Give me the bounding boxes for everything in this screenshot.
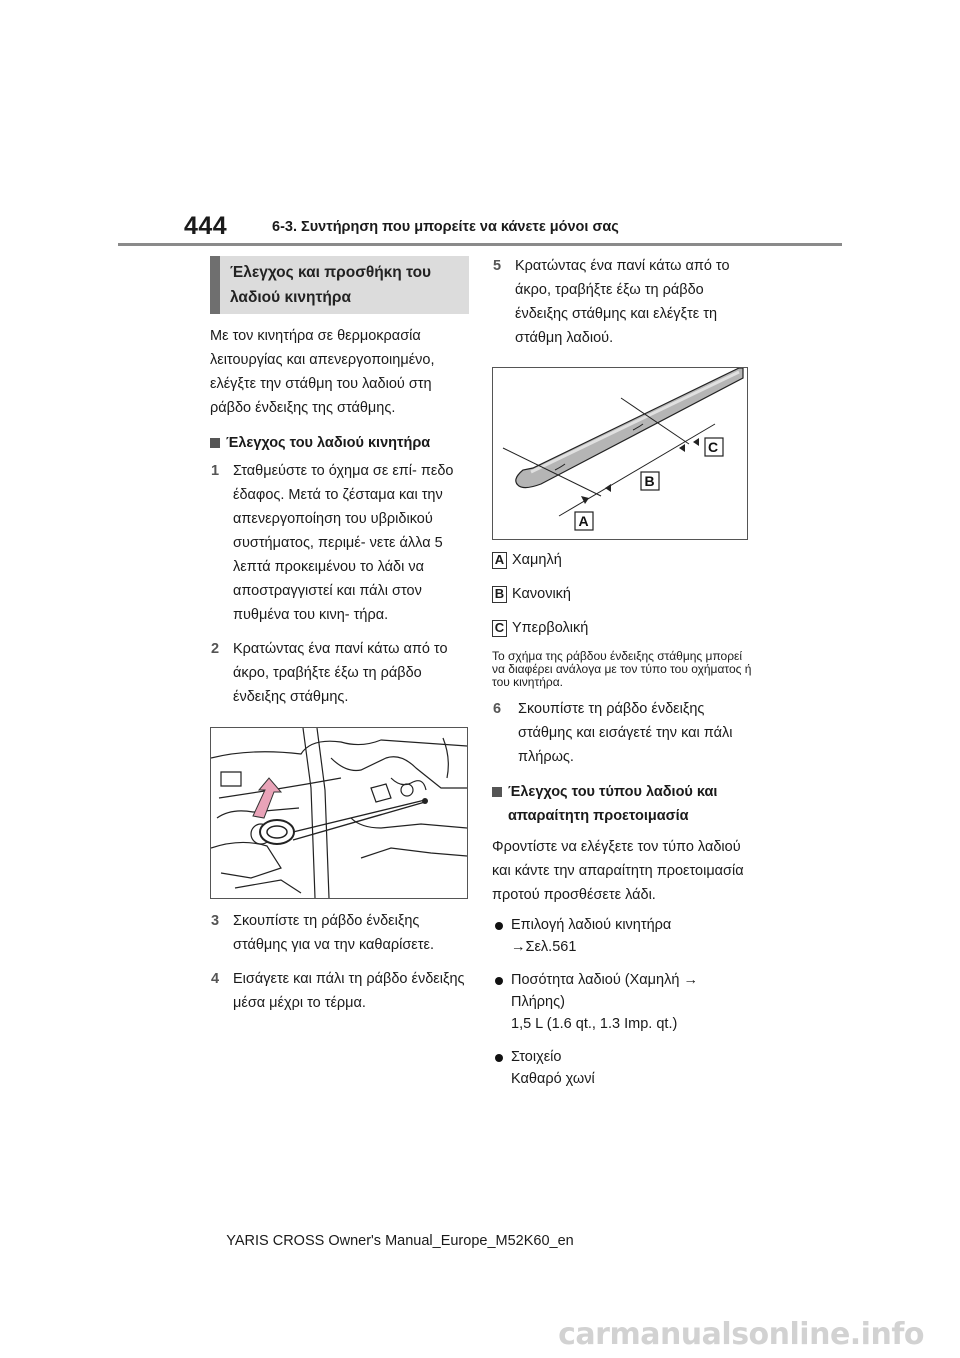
section-heading-line1: Έλεγχος και προσθήκη του [230, 264, 432, 281]
legend-item-excessive [492, 618, 754, 638]
bullet-line: Καθαρό χωνί [511, 1071, 595, 1087]
section-heading-box [210, 256, 469, 314]
intro-paragraph: Με τον κινητήρα σε θερμοκρασία λειτουργίας και απενεργοποιημένο, ελέγξτε την στάθμη του λαδιού στη ράβδο ένδειξης της στάθμης. [210, 328, 435, 416]
step-1 [210, 459, 470, 627]
legend-text: Υπερβολική [512, 620, 589, 636]
pull-up-arrow-icon [253, 778, 281, 818]
oil-type-paragraph: Φροντίστε να ελέγξετε τον τύπο λαδιού και κάντε την απαραίτητη προετοιμασία προτού προσθέσετε λάδι. [492, 839, 744, 903]
bullet-dot-icon [495, 1054, 503, 1062]
bullet-item [492, 1046, 754, 1090]
subheading-check-oil [210, 431, 470, 455]
step-number: 1 [211, 463, 220, 479]
step-text: Κρατώντας ένα πανί κάτω από το άκρο, τραβήξτε έξω τη ράβδο ένδειξης στάθμης και ελέγξτε τη στάθμη λαδιού. [515, 258, 730, 346]
square-bullet-icon [210, 438, 220, 448]
figure-label-c: C [708, 439, 719, 455]
engine-bay-figure [210, 727, 468, 899]
step-4 [210, 967, 470, 1015]
level-legend [492, 550, 754, 638]
page-footer: YARIS CROSS Owner's Manual_Europe_M52K60_en [226, 1233, 574, 1249]
section-title: 6-3. Συντήρηση που μπορείτε να κάνετε μόνοι σας [272, 219, 619, 235]
left-column [210, 256, 470, 1015]
bullet-line: 1,5 L (1.6 qt., 1.3 Imp. qt.) [511, 1016, 678, 1032]
figure-label-a: A [578, 513, 589, 529]
step-6 [492, 697, 754, 769]
bullet-line: Στοιχείο [511, 1049, 562, 1065]
legend-letter: C [492, 620, 507, 637]
legend-item-normal [492, 584, 754, 604]
right-column [492, 256, 754, 1090]
step-text: Εισάγετε και πάλι τη ράβδο ένδειξης μέσα μέχρι το τέρμα. [233, 971, 465, 1011]
bullet-dot-icon [495, 977, 503, 985]
legend-letter: B [492, 586, 507, 603]
header-rule [118, 243, 842, 246]
step-number: 4 [211, 971, 220, 987]
subheading-text: Έλεγχος του τύπου λαδιού και απαραίτητη προετοιμασία [508, 784, 718, 824]
step-number: 6 [493, 701, 502, 717]
bullet-line: Ποσότητα λαδιού (Χαμηλή → [511, 972, 698, 988]
step-number: 2 [211, 641, 220, 657]
step-3 [210, 909, 470, 957]
heading-accent-bar [210, 256, 220, 314]
page-number: 444 [184, 212, 228, 240]
bullet-oil-quantity [492, 969, 754, 1035]
step-5 [492, 254, 754, 350]
dipstick-illustration [493, 368, 747, 539]
bullet-line: Επιλογή λαδιού κινητήρα [511, 917, 672, 933]
legend-item-low [492, 550, 754, 570]
square-bullet-icon [492, 787, 502, 797]
step-number: 3 [211, 913, 220, 929]
watermark: carmanualsonline.info [558, 1317, 924, 1352]
legend-text: Χαμηλή [512, 552, 562, 568]
bullet-oil-selection [492, 914, 754, 958]
step-2 [210, 637, 470, 709]
legend-letter: A [492, 552, 507, 569]
bullet-line: Πλήρης) [511, 994, 565, 1010]
engine-bay-illustration [211, 728, 467, 898]
dipstick-figure [492, 367, 748, 540]
bullet-page-ref: →Σελ.561 [511, 939, 577, 955]
subheading-text: Έλεγχος του λαδιού κινητήρα [226, 435, 431, 451]
section-heading-line2: λαδιού κινητήρα [230, 289, 352, 306]
step-text: Κρατώντας ένα πανί κάτω από το άκρο, τραβήξτε έξω τη ράβδο ένδειξης στάθμης. [233, 641, 448, 705]
bullet-dot-icon [495, 922, 503, 930]
shape-note: Το σχήμα της ράβδου ένδειξης στάθμης μπορεί να διαφέρει ανάλογα με τον τύπο του οχήματος ή του κινητήρα. [492, 649, 752, 689]
step-text: Σταθμεύστε το όχημα σε επί- πεδο έδαφος. Μετά το ζέσταμα και την απενεργοποίηση του υβριδικού συστήματος, περιμέ- νετε άλλα 5 λεπτά προκειμένου το λάδι να αποστραγγιστεί και πάλι στον πυθμένα του κινη- τήρα. [233, 463, 454, 623]
step-number: 5 [493, 258, 502, 274]
subheading-oil-type [492, 780, 754, 828]
legend-text: Κανονική [512, 586, 571, 602]
figure-label-b: B [644, 473, 655, 489]
section-heading [220, 256, 431, 314]
step-text: Σκουπίστε τη ράβδο ένδειξης στάθμης και εισάγετέ την και πάλι πλήρως. [518, 701, 733, 765]
step-text: Σκουπίστε τη ράβδο ένδειξης στάθμης για να την καθαρίσετε. [233, 913, 434, 953]
